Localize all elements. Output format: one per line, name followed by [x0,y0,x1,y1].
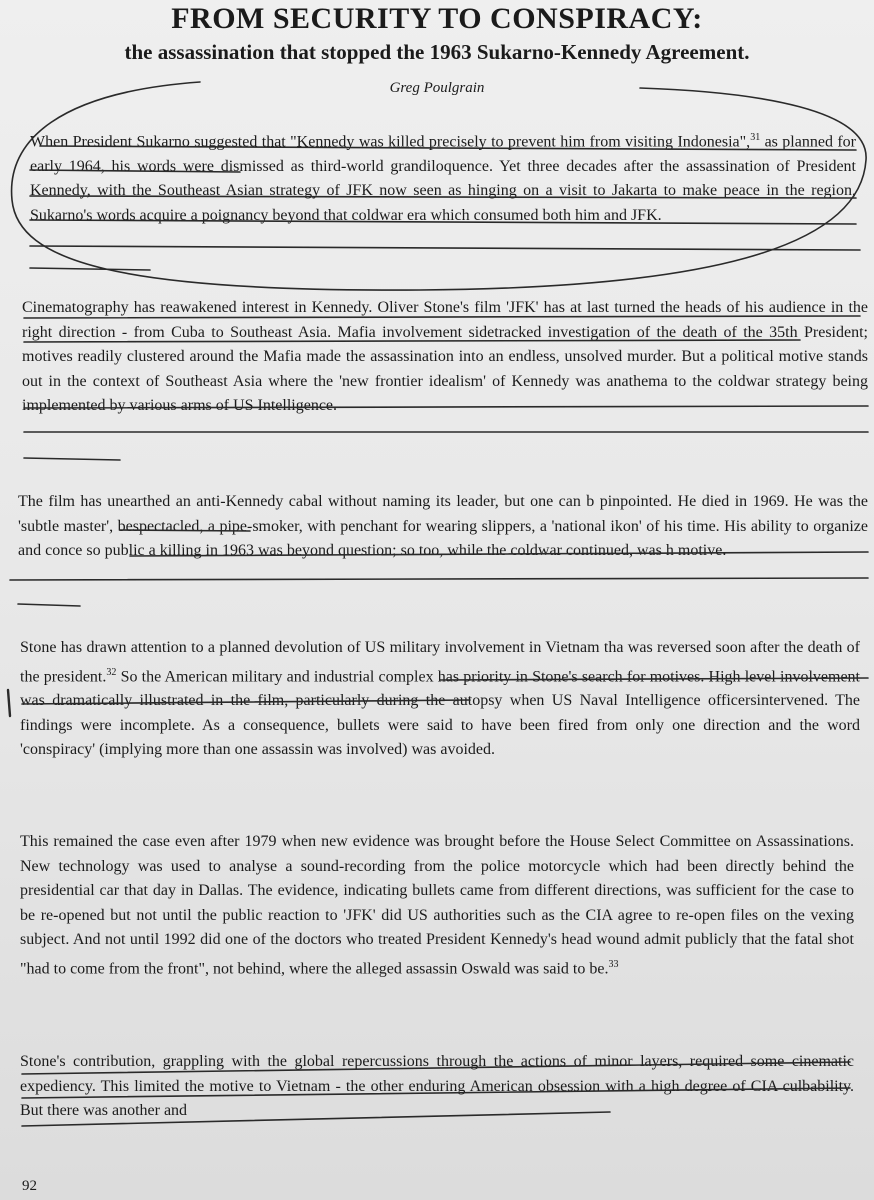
paragraph-text: Stone has drawn attention to a planned devolution of US military involvement in Vietnam tha was reversed soon after the death of the president. [20,639,860,685]
paragraph-5 [20,830,854,981]
paragraph-text: The film has unearthed an anti-Kennedy cabal without naming its leader, but one can b pinpointed. He died in 1969. He was the 'subtle master', bespectacled, a pipe-smoker, with penchant for wearing slippers, a 'national ikon' of his time. His ability to organize and conce so public a killing in 1963 was beyond question; so too, while the coldwar continued, was h motive. [18,493,868,559]
underline-mark [30,246,860,250]
footnote-ref: 31 [750,132,761,143]
page-number: 92 [22,1178,37,1194]
footnote-ref: 33 [608,958,619,970]
article-subtitle: the assassination that stopped the 1963 Sukarno-Kennedy Agreement. [124,40,750,64]
paragraph-6 [20,1050,854,1124]
underline-mark [18,604,80,606]
underline-mark [30,268,150,270]
margin-mark [8,690,10,716]
paragraph-text: Stone's contribution, grappling with the global repercussions through the actions of minor layers, required some cinematic expediency. This limited the motive to Vietnam - the other enduring American obsession with a high degree of CIA culbability. But there was another and [20,1053,854,1119]
paragraph-text: Cinematography has reawakened interest in Kennedy. Oliver Stone's film 'JFK' has at last turned the heads of his audience in the right direction - from Cuba to Southeast Asia. Mafia involvement sidetracked investigation of the death of the 35th President; motives readily clustered around the Mafia made the assassination into an endless, unsolved murder. But a political motive stands out in the context of Southeast Asia where the 'new frontier idealism' of Kennedy was anathema to the coldwar strategy being implemented by various arms of US Intelligence. [22,299,868,414]
footnote-ref: 32 [106,666,117,678]
paragraph-text-cont: as planned for early 1964, his words were dismissed as third-world grandiloquence. Yet three decades after the assassination of President Kennedy, with the Southeast Asian strategy of JFK now seen as hinging on a visit to Jakarta to make peace in the region, Sukarno's words acquire a poignancy beyond that coldwar era which consumed both him and JFK. [30,133,856,224]
underline-mark [24,458,120,460]
paragraph-2 [22,296,868,419]
article-title: FROM SECURITY TO CONSPIRACY: [171,2,703,35]
author-name: Greg Poulgrain [389,80,485,96]
paragraph-3 [18,490,868,564]
paragraph-text-cont: So the American military and industrial complex has priority in Stone's search for motives. High level involvement was dramatically illustrated in the film, particularly during the autopsy when US Naval Intelligence officersintervened. The findings were incomplete. As a consequence, bullets were said to have been fired from only one direction and the word 'conspiracy' (implying more than one assassin was involved) was avoided. [20,667,860,759]
underline-mark [10,578,868,580]
paragraph-text: When President Sukarno suggested that "Kennedy was killed precisely to prevent him from visiting Indonesia", [30,133,751,151]
paragraph-text: This remained the case even after 1979 when new evidence was brought before the House Select Committee on Assassinations. New technology was used to analyse a sound-recording from the police motorcycle which had been directly behind the presidential car that day in Dallas. The evidence, indicating bullets came from different directions, was sufficient for the case to be re-opened but not until the public reaction to 'JFK' did US authorities such as the CIA agree to re-open files on the vexing subject. And not until 1992 did one of the doctors who treated President Kennedy's head wound admit publicly that the fatal shot "had to come from the front", not behind, where the alleged assassin Oswald was said to be. [20,833,854,977]
paragraph-1 [30,126,856,228]
paragraph-4 [20,636,860,763]
